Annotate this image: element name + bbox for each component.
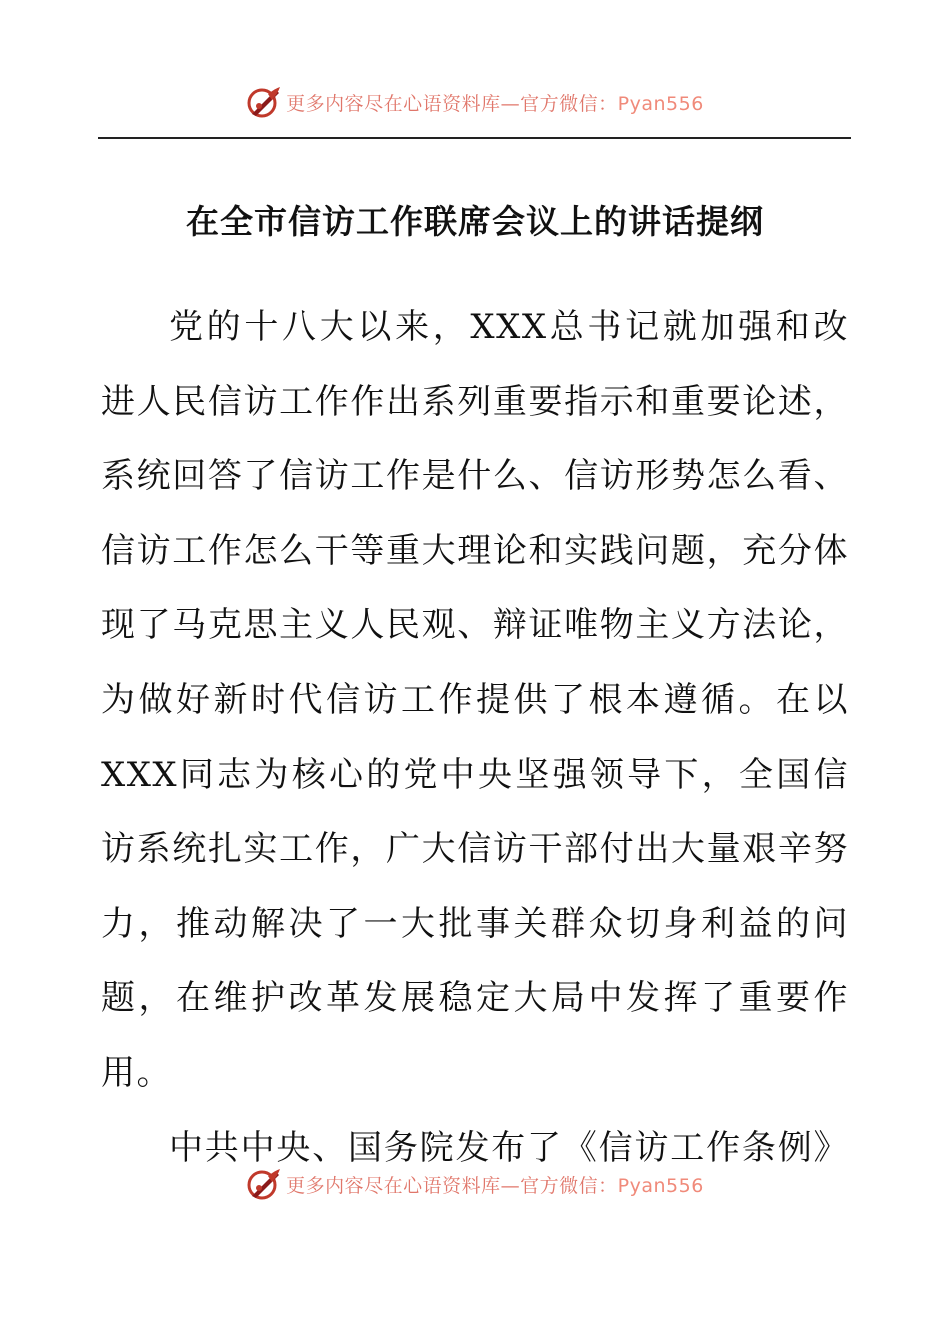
body-paragraph-1: 党的十八大以来，XXX总书记就加强和改进人民信访工作作出系列重要指示和重要论述，系统回答了信访工作是什么、信访形势怎么看、信访工作怎么干等重大理论和实践问题，充分体现了马克思主义人民观、辩证唯物主义方法论，为做好新时代信访工作提供了根本遵循。在以XXX同志为核心的党中央坚强领导下，全国信访系统扎实工作，广大信访干部付出大量艰辛努力，推动解决了一大批事关群众切身利益的问题，在维护改革发展稳定大局中发挥了重要作用。 — [101, 307, 849, 1093]
quill-circle-icon — [246, 1166, 282, 1202]
watermark-text: 更多内容尽在心语资料库—官方微信：Pyan556 — [286, 1174, 704, 1197]
footer-watermark — [0, 1162, 950, 1206]
header-watermark — [0, 80, 950, 124]
document-body — [101, 290, 849, 1185]
header-divider — [98, 137, 851, 139]
body-paragraph-2: 中共中央、国务院发布了《信访工作条例》 — [169, 1127, 849, 1168]
quill-circle-icon — [246, 84, 282, 120]
document-title: 在全市信访工作联席会议上的讲话提纲 — [186, 202, 764, 241]
watermark-text: 更多内容尽在心语资料库—官方微信：Pyan556 — [286, 92, 704, 115]
